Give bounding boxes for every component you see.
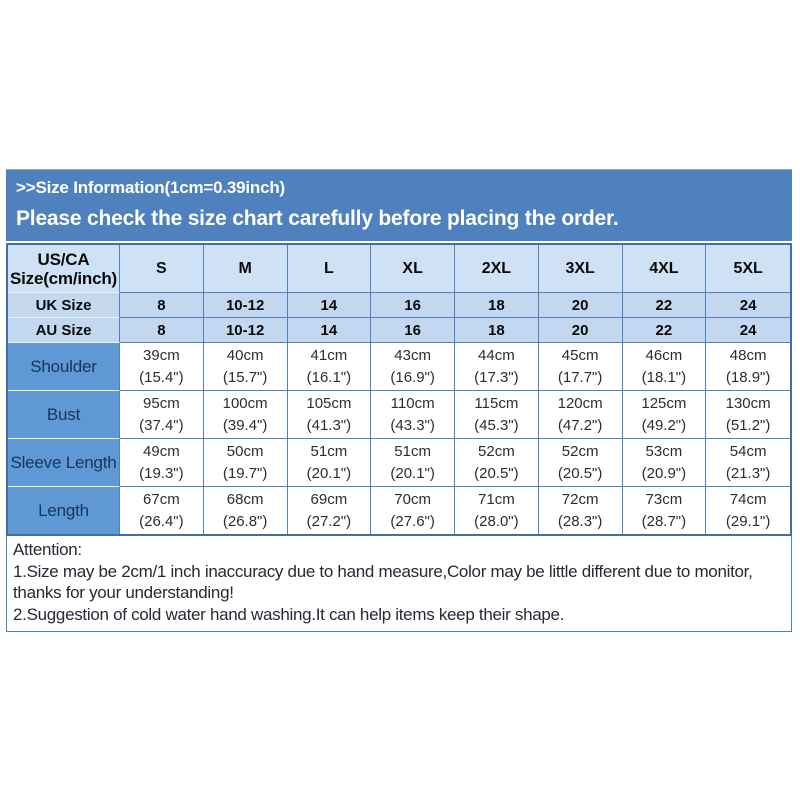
bust-cell: 125cm (49.2") <box>623 391 707 439</box>
banner-title: >>Size Information(1cm=0.39inch) <box>16 178 285 197</box>
shoulder-cell: 43cm (16.9") <box>371 343 455 391</box>
length-cell: 74cm (29.1") <box>706 487 790 534</box>
size-col-header: 4XL <box>623 245 707 293</box>
au-size-cell: 16 <box>371 318 455 343</box>
size-info-banner <box>6 169 792 241</box>
bust-cell: 100cm (39.4") <box>204 391 288 439</box>
uk-size-cell: 22 <box>623 293 707 318</box>
bust-row <box>8 391 790 439</box>
bust-cell: 110cm (43.3") <box>371 391 455 439</box>
sleeve-length-cell: 52cm (20.5") <box>539 439 623 487</box>
bust-cell: 120cm (47.2") <box>539 391 623 439</box>
bust-row-label: Bust <box>8 391 120 439</box>
uk-size-cell: 16 <box>371 293 455 318</box>
bust-cell: 105cm (41.3") <box>288 391 372 439</box>
attention-note <box>6 536 792 632</box>
shoulder-cell: 44cm (17.3") <box>455 343 539 391</box>
size-col-header: L <box>288 245 372 293</box>
shoulder-cell: 39cm (15.4") <box>120 343 204 391</box>
sleeve-length-cell: 51cm (20.1") <box>371 439 455 487</box>
uk-size-cell: 10-12 <box>204 293 288 318</box>
length-cell: 68cm (26.8") <box>204 487 288 534</box>
sleeve-length-cell: 49cm (19.3") <box>120 439 204 487</box>
uk-size-row <box>8 293 790 318</box>
length-row-label: Length <box>8 487 120 534</box>
uk-size-cell: 8 <box>120 293 204 318</box>
size-header-row <box>8 245 790 293</box>
au-size-cell: 18 <box>455 318 539 343</box>
bust-cell: 115cm (45.3") <box>455 391 539 439</box>
au-size-cell: 20 <box>539 318 623 343</box>
size-col-header: M <box>204 245 288 293</box>
au-size-cell: 8 <box>120 318 204 343</box>
au-size-cell: 22 <box>623 318 707 343</box>
sleeve-length-cell: 53cm (20.9") <box>623 439 707 487</box>
sleeve-length-cell: 50cm (19.7") <box>204 439 288 487</box>
length-cell: 70cm (27.6") <box>371 487 455 534</box>
au-size-row <box>8 318 790 343</box>
length-cell: 72cm (28.3") <box>539 487 623 534</box>
size-table <box>6 243 792 536</box>
length-cell: 67cm (26.4") <box>120 487 204 534</box>
length-cell: 71cm (28.0") <box>455 487 539 534</box>
au-size-cell: 24 <box>706 318 790 343</box>
uk-size-cell: 14 <box>288 293 372 318</box>
shoulder-cell: 48cm (18.9") <box>706 343 790 391</box>
sleeve-length-cell: 51cm (20.1") <box>288 439 372 487</box>
attention-line-3: 2.Suggestion of cold water hand washing.It can help items keep their shape. <box>13 604 565 624</box>
shoulder-cell: 45cm (17.7") <box>539 343 623 391</box>
size-col-header: 5XL <box>706 245 790 293</box>
uk-size-cell: 20 <box>539 293 623 318</box>
sleeve-length-row-label: Sleeve Length <box>8 439 120 487</box>
au-size-label: AU Size <box>8 318 120 343</box>
uk-size-cell: 24 <box>706 293 790 318</box>
uk-size-label: UK Size <box>8 293 120 318</box>
length-cell: 69cm (27.2") <box>288 487 372 534</box>
size-chart-panel <box>6 169 792 632</box>
uk-size-cell: 18 <box>455 293 539 318</box>
banner-subtitle: Please check the size chart carefully before placing the order. <box>16 207 619 230</box>
size-col-header: 2XL <box>455 245 539 293</box>
attention-line-2: thanks for your understanding! <box>13 583 234 602</box>
size-col-header: 3XL <box>539 245 623 293</box>
shoulder-row <box>8 343 790 391</box>
size-col-header: XL <box>371 245 455 293</box>
bust-cell: 95cm (37.4") <box>120 391 204 439</box>
shoulder-cell: 41cm (16.1") <box>288 343 372 391</box>
attention-line-1: 1.Size may be 2cm/1 inch inaccuracy due to hand measure,Color may be little different due to monitor, <box>13 561 753 581</box>
length-cell: 73cm (28.7") <box>623 487 707 534</box>
attention-heading: Attention: <box>13 540 82 559</box>
size-col-header: S <box>120 245 204 293</box>
corner-header-cell: US/CA Size(cm/inch) <box>8 245 120 293</box>
bust-cell: 130cm (51.2") <box>706 391 790 439</box>
sleeve-length-cell: 52cm (20.5") <box>455 439 539 487</box>
shoulder-cell: 46cm (18.1") <box>623 343 707 391</box>
sleeve-length-cell: 54cm (21.3") <box>706 439 790 487</box>
shoulder-cell: 40cm (15.7") <box>204 343 288 391</box>
shoulder-row-label: Shoulder <box>8 343 120 391</box>
length-row <box>8 487 790 534</box>
sleeve-length-row <box>8 439 790 487</box>
au-size-cell: 10-12 <box>204 318 288 343</box>
au-size-cell: 14 <box>288 318 372 343</box>
